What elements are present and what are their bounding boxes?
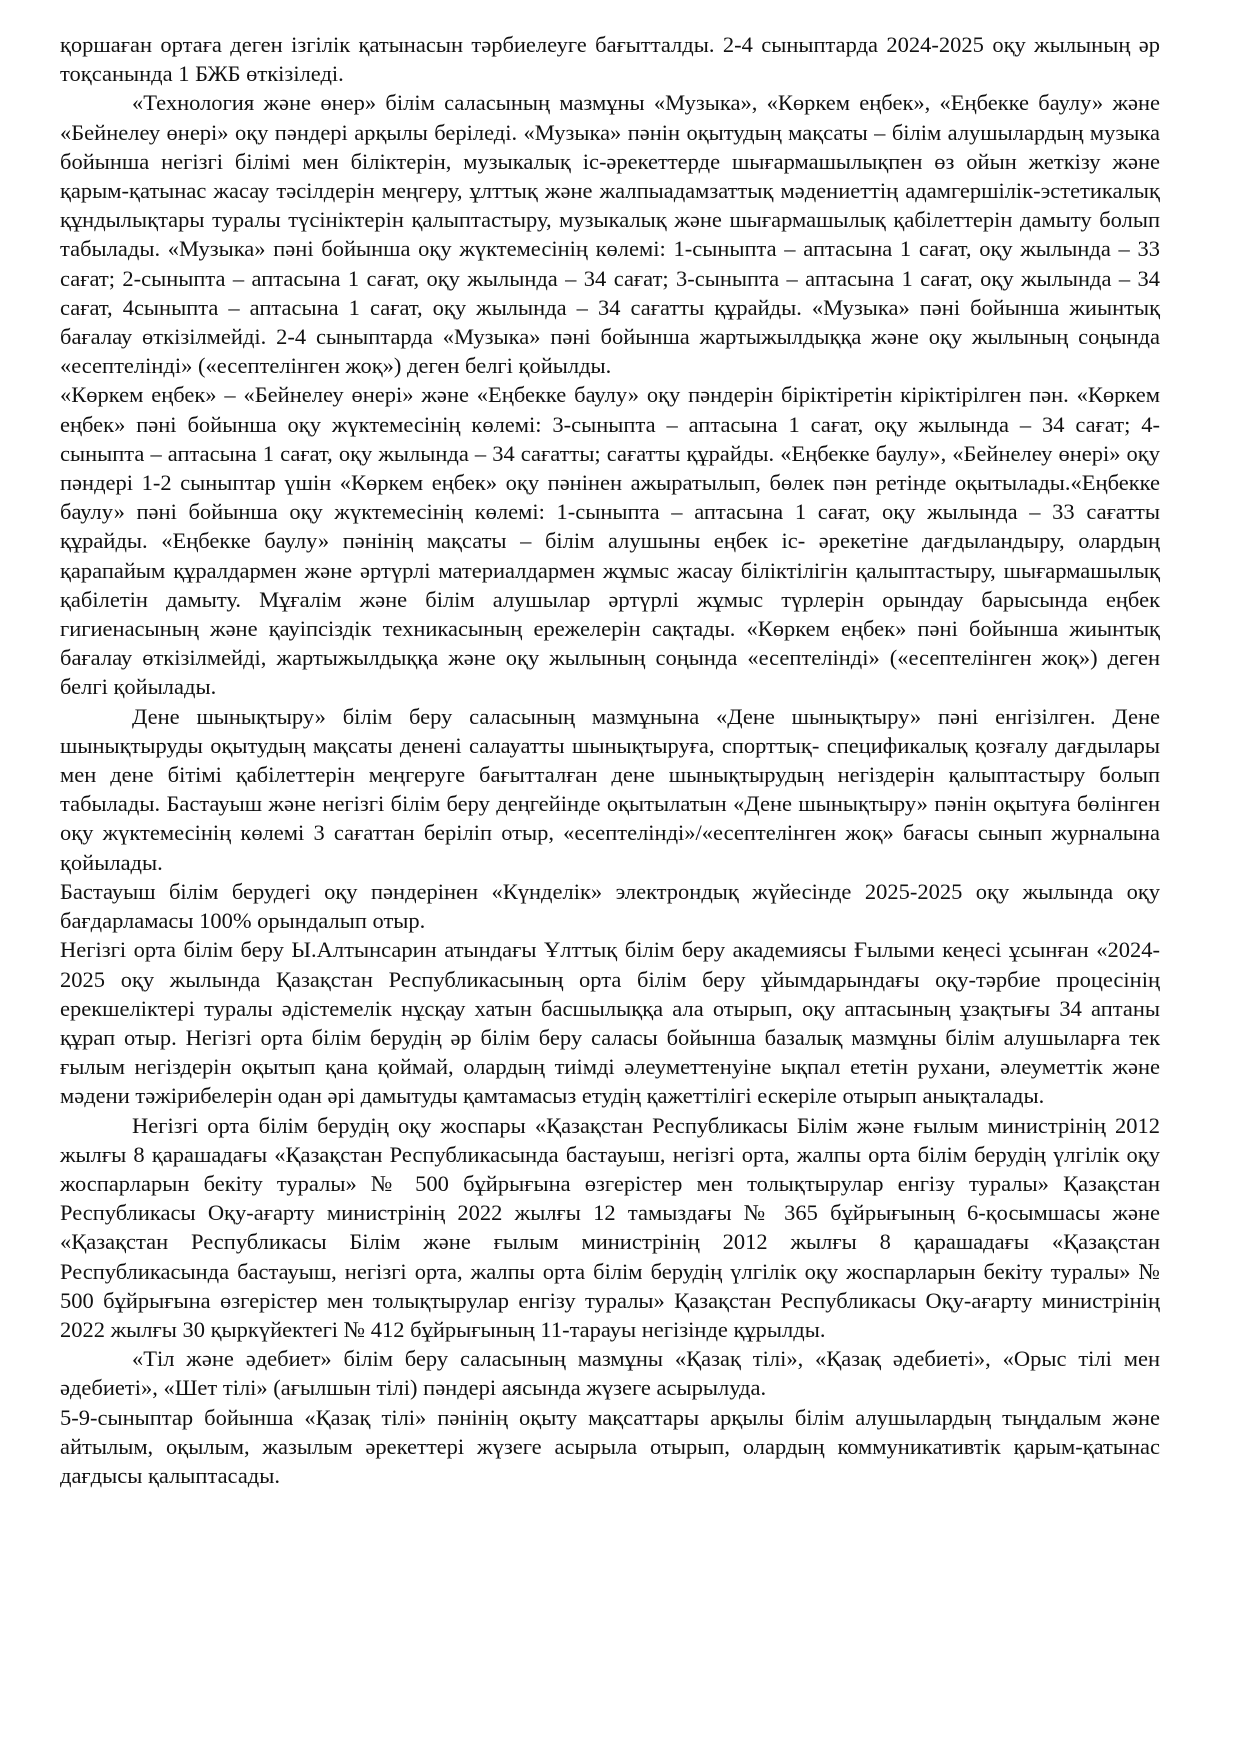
paragraph-kundelik: Бастауыш білім берудегі оқу пәндерінен «Күнделік» электрондық жүйесінде 2025-2025 оқу жылында оқу бағдарламасы 100% орындалып отыр. — [60, 878, 1160, 934]
paragraph-technology-and-art: «Технология және өнер» білім саласының мазмұны «Музыка», «Көркем еңбек», «Еңбекке баулу» және «Бейнелеу өнері» оқу пәндері арқылы беріледі. «Музыка» пәнін оқытудың мақсаты – білім алушылардың музыка бойынша негізгі білімі мен біліктерін, музыкалық іс-әрекеттерде шығармашылықпен өз ойын жеткізу және қарым-қатынас жасау тәсілдерін меңгеру, ұлттық және жалпыадамзаттық мәдениеттің адамгершілік-эстетикалық құндылықтары туралы түсініктерін қалыптастыру, музыкалық және шығармашылық қабілеттерін дамыту болып табылады. «Музыка» пәні бойынша оқу жүктемесінің көлемі: 1-сыныпта – аптасына 1 сағат, оқу жылында – 33 сағат; 2-сыныпта – аптасына 1 сағат, оқу жылында – 34 сағат; 3-сыныпта – аптасына 1 сағат, оқу жылында – 34 сағат, 4сыныпта – аптасына 1 сағат, оқу жылында – 34 сағатты құрайды. «Музыка» пәні бойынша жиынтық бағалау өткізілмейді. 2-4 сыныптарда «Музыка» пәні бойынша жартыжылдыққа және оқу жылының соңында «есептелінді» («есептелінген жоқ») деген белгі қойылды. — [60, 90, 1160, 379]
paragraph-kazakh-language: 5-9-сыныптар бойынша «Қазақ тілі» пәнінің оқыту мақсаттары арқылы білім алушылардың тыңдалым және айтылым, оқылым, жазылым әрекеттері жүзеге асырыла отырып, олардың коммуникативтік қарым-қатынас дағдысы қалыптасады. — [60, 1404, 1160, 1488]
paragraph-physical-education: Дене шынықтыру» білім беру саласының мазмұнына «Дене шынықтыру» пәні енгізілген. Дене шынықтыруды оқытудың мақсаты денені салауатты шынықтыруға, спорттық- спецификалық қозғалу дағдылары мен дене бітімі қабілеттерін меңгеруге бағытталған дене шынықтырудың негіздерін қалыптастыру болып табылады. Бастауыш және негізгі білім беру деңгейінде оқытылатын «Дене шынықтыру» пәнін оқытуға бөлінген оқу жүктемесінің көлемі 3 сағаттан беріліп отыр, «есептелінді»/«есептелінген жоқ» бағасы сынып журналына қойылады. — [60, 703, 1160, 875]
paragraph-language-and-literature: «Тіл және әдебиет» білім беру саласының мазмұны «Қазақ тілі», «Қазақ әдебиеті», «Орыс тілі мен әдебиеті», «Шет тілі» (ағылшын тілі) пәндері аясында жүзеге асырылуда. — [60, 1346, 1160, 1401]
paragraph-art-labor: «Көркем еңбек» – «Бейнелеу өнері» және «Еңбекке баулу» оқу пәндерін біріктіретін кіріктірілген пән. «Көркем еңбек» пәні бойынша оқу жүктемесінің көлемі: 3-сыныпта – аптасына 1 сағат, оқу жылында – 34 сағат; 4-сыныпта – аптасына 1 сағат, оқу жылында – 34 сағатты; сағатты құрайды. «Еңбекке баулу», «Бейнелеу өнері» оқу пәндері 1-2 сыныптар үшін «Көркем еңбек» оқу пәнінен ажыратылып, бөлек пән ретінде оқытылады.«Еңбекке баулу» пәні бойынша оқу жүктемесінің көлемі: 1-сыныпта – аптасына 1 сағат, оқу жылында – 33 сағатты құрайды. «Еңбекке баулу» пәнінің мақсаты – білім алушыны еңбек іс- әрекетіне дағдыландыру, олардың қарапайым құралдармен және әртүрлі материалдармен жұмыс жасау біліктілігін қалыптастыру, шығармашылық қабілетін дамыту. Мұғалім және білім алушылар әртүрлі жұмыс түрлерін орындау барысында еңбек гигиенасының және қауіпсіздік техникасының ережелерін сақтады. «Көркем еңбек» пәні бойынша жиынтық бағалау өткізілмейді, жартыжылдыққа және оқу жылының соңында «есептелінді» («есептелінген жоқ») деген белгі қойылады. — [60, 382, 1160, 700]
paragraph-curriculum: Негізгі орта білім берудің оқу жоспары «Қазақстан Республикасы Білім және ғылым министрінің 2012 жылғы 8 қарашадағы «Қазақстан Республикасында бастауыш, негізгі орта, жалпы орта білім берудің үлгілік оқу жоспарларын бекіту туралы» № 500 бұйрығына өзгерістер мен толықтырулар енгізу туралы» Қазақстан Республикасы Оқу-ағарту министрінің 2022 жылғы 12 тамыздағы № 365 бұйрығының 6-қосымшасы және «Қазақстан Республикасы Білім және ғылым министрінің 2012 жылғы 8 қарашадағы «Қазақстан Республикасында бастауыш, негізгі орта, жалпы орта білім берудің үлгілік оқу жоспарларын бекіту туралы» № 500 бұйрығына өзгерістер мен толықтырулар енгізу туралы» Қазақстан Республикасы Оқу-ағарту министрінің 2022 жылғы 30 қыркүйектегі № 412 бұйрығының 11-тарауы негізінде құрылды. — [60, 1112, 1160, 1342]
paragraph-basic-secondary-education: Негізгі орта білім беру Ы.Алтынсарин атындағы Ұлттық білім беру академиясы Ғылыми кеңесі ұсынған «2024-2025 оқу жылында Қазақстан Республикасының орта білім беру ұйымдарындағы оқу-тәрбие процесінің ерекшеліктері туралы әдістемелік нұсқау хатын басшылыққа ала отырып, оқу аптасының ұзақтығы 34 аптаны құрап отыр. Негізгі орта білім берудің әр білім беру саласы бойынша базалық мазмұны білім алушыларға тек ғылым негіздерін оқытып қана қоймай, олардың тиімді әлеуметтенуіне ықпал ететін рухани, әлеуметтік және мәдени тәжірибелерін одан әрі дамытуды қамтамасыз етудің қажеттілігі ескеріле отырып анықталады. — [60, 937, 1160, 1109]
paragraph-intro-continuation: қоршаған ортаға деген ізгілік қатынасын тәрбиелеуге бағытталды. 2-4 сыныптарда 2024-2025 оқу жылының әр тоқсанында 1 БЖБ өткізіледі. — [60, 32, 1160, 87]
document-page — [60, 30, 1160, 1490]
